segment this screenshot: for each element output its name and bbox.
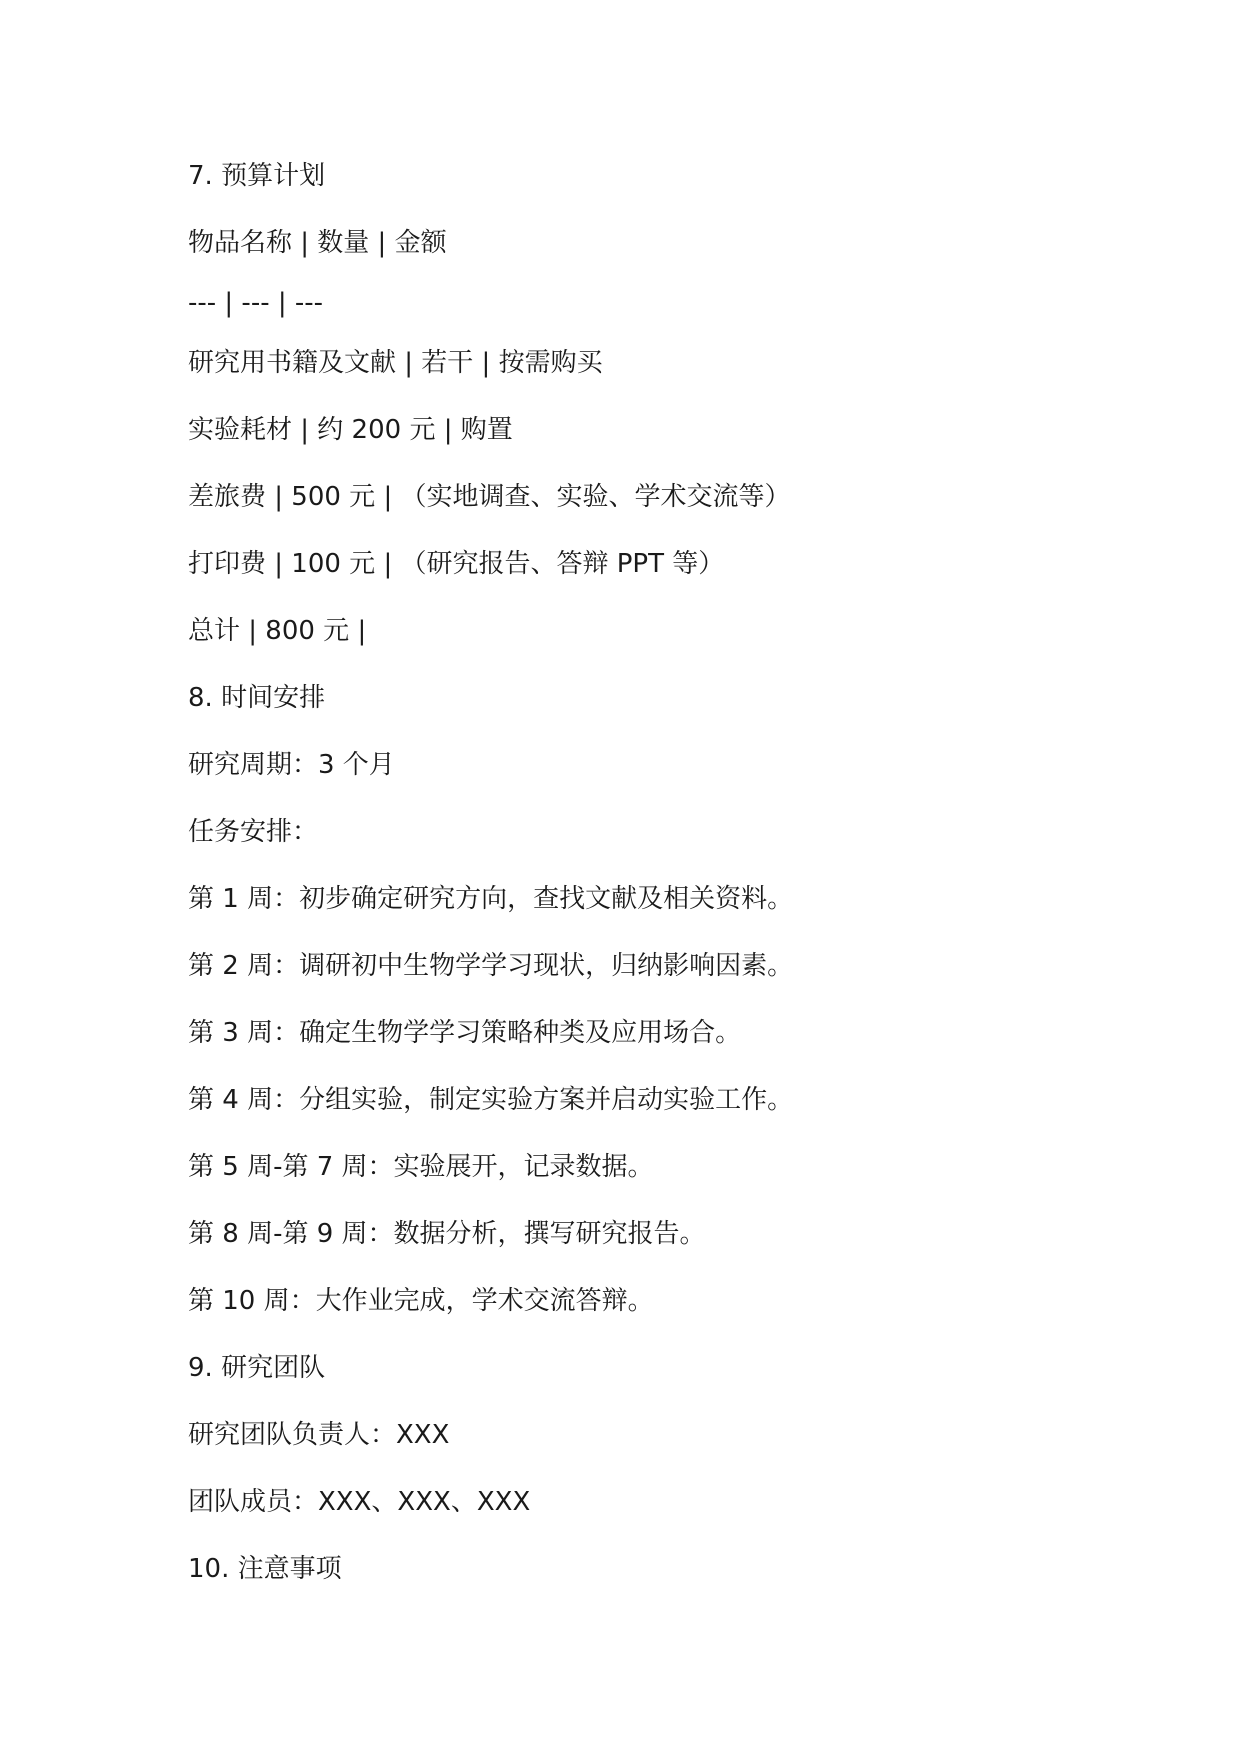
budget-row-total: 总计 | 800 元 |: [188, 616, 367, 646]
schedule-item: 第 1 周：初步确定研究方向，查找文献及相关资料。: [188, 884, 794, 914]
section-heading-schedule: 8. 时间安排: [188, 683, 326, 713]
budget-table-header: 物品名称 | 数量 | 金额: [188, 228, 447, 258]
team-members: 团队成员：XXX、XXX、XXX: [188, 1487, 531, 1517]
schedule-item: 第 4 周：分组实验，制定实验方案并启动实验工作。: [188, 1085, 794, 1115]
budget-row-printing: 打印费 | 100 元 | （研究报告、答辩 PPT 等）: [188, 549, 725, 579]
schedule-item: 第 2 周：调研初中生物学学习现状，归纳影响因素。: [188, 951, 794, 981]
section-heading-budget: 7. 预算计划: [188, 161, 326, 191]
schedule-item: 第 8 周-第 9 周：数据分析，撰写研究报告。: [188, 1219, 706, 1249]
research-period: 研究周期：3 个月: [188, 750, 395, 780]
team-leader: 研究团队负责人：XXX: [188, 1420, 450, 1450]
budget-table-separator: --- | --- | ---: [188, 288, 324, 318]
budget-row-books: 研究用书籍及文献 | 若干 | 按需购买: [188, 348, 603, 378]
schedule-item: 第 3 周：确定生物学学习策略种类及应用场合。: [188, 1018, 742, 1048]
section-heading-team: 9. 研究团队: [188, 1353, 326, 1383]
section-heading-notes: 10. 注意事项: [188, 1554, 342, 1584]
budget-row-travel: 差旅费 | 500 元 | （实地调查、实验、学术交流等）: [188, 482, 791, 512]
schedule-item: 第 10 周：大作业完成，学术交流答辩。: [188, 1286, 654, 1316]
budget-row-materials: 实验耗材 | 约 200 元 | 购置: [188, 415, 513, 445]
schedule-item: 第 5 周-第 7 周：实验展开，记录数据。: [188, 1152, 654, 1182]
task-arrangement-label: 任务安排：: [188, 817, 319, 847]
